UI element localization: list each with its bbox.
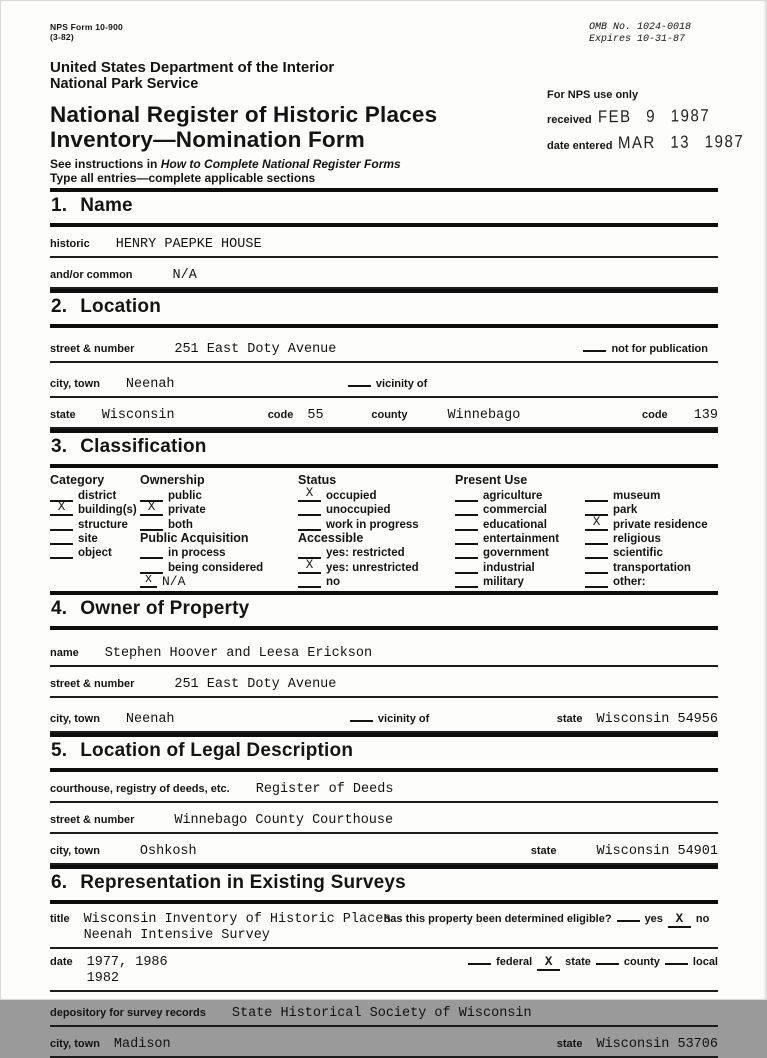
survey-title-label: title [50,913,70,926]
owner-city-value: Neenah [125,712,175,728]
checkbox-work-in-progress: work in progress [298,516,455,530]
checkbox-mark [50,531,73,545]
courthouse-field [50,772,718,803]
survey-title-line2: Neenah Intensive Survey [83,927,270,943]
county-value: Winnebago [447,408,521,423]
checkbox-mark: X [140,502,163,516]
federal-mark [468,951,491,965]
date-entered-label: date entered [547,140,613,152]
city-label: city, town [50,378,100,390]
courthouse-value: Register of Deeds [255,782,394,798]
category-header: Category [50,473,105,487]
common-value: N/A [172,268,197,283]
checkbox-site: site [50,531,140,545]
checkbox-mark [455,545,478,559]
eligibility-question: has this property been determined eligible? [383,913,612,926]
department-title: United States Department of the Interior [50,59,335,76]
no-label: no [695,913,710,926]
checkbox-being-considered: being considered [140,559,298,573]
city-field [50,363,718,398]
owner-vicinity-check [344,708,439,725]
checkbox-entertainment: entertainment [455,531,585,545]
checkbox-no: no [298,574,455,588]
survey-date-label: date [50,956,73,969]
owner-city-field [50,698,718,733]
survey-date-line1: 1977, 1986 [86,955,168,971]
checkbox-buildings: X building(s) [50,502,140,516]
code-label: code [267,409,294,421]
owner-street-label: street & number [50,678,135,691]
form-header-meta [50,22,718,46]
checkbox-mark [50,517,73,531]
survey-city-field [50,1027,718,1058]
state-value: Wisconsin [101,408,175,423]
owner-state-value: Wisconsin 54956 [596,712,718,728]
checkbox-mark [298,502,321,516]
legal-state-value: Wisconsin 54901 [596,844,718,860]
depository-value: State Historical Society of Wisconsin [231,1006,532,1022]
survey-date-field [50,949,718,992]
form-revision: (3-82) [50,32,74,42]
vicinity-label: vicinity of [375,378,428,390]
checkbox-public: public [140,487,298,501]
owner-name-label: name [50,647,79,660]
survey-level-group [463,951,718,971]
state-field [50,398,718,429]
checkbox-private: X private [140,502,298,516]
checkbox-mark [585,531,608,545]
checkbox-unoccupied: unoccupied [298,502,455,516]
checkbox-object: object [50,545,140,559]
historic-value: HENRY PAEPKE HOUSE [115,237,262,252]
checkbox-yes-unrestricted: X yes: unrestricted [298,559,455,573]
checkbox-mark [455,574,478,588]
owner-name-field [50,630,718,667]
instructions-line2: Type all entries—complete applicable sections [50,170,316,185]
agency-title: National Park Service [50,76,199,92]
depository-field [50,992,718,1027]
checkbox-mark: X [585,517,608,531]
not-for-publication-check [577,338,718,355]
checkbox-mark [585,574,608,588]
received-label: received [547,114,592,126]
owner-city-label: city, town [50,713,100,726]
checkbox-scientific: scientific [585,545,718,559]
ownership-column [140,473,298,588]
street-field [50,328,718,363]
owner-street-value: 251 East Doty Avenue [174,677,337,693]
checkbox-other: other: [585,574,718,588]
survey-title-field [50,904,718,949]
checkbox-educational: educational [455,516,585,530]
present-use-header: Present Use [455,473,528,487]
checkbox-mark [455,517,478,531]
form-number-block [50,22,123,42]
legal-state-label: state [530,845,557,858]
checkbox-mark [140,517,163,531]
local-label: local [692,956,718,969]
form-title-line1: National Register of Historic Places [50,102,438,127]
checkbox-mark [298,517,321,531]
not-for-publication-mark [583,338,606,352]
ownership-header: Ownership [140,473,205,487]
common-label: and/or common [50,269,133,281]
checkbox-government: government [455,545,585,559]
street-value: 251 East Doty Avenue [174,342,337,357]
omb-block [547,22,718,46]
street-label: street & number [50,343,135,355]
survey-title-values [83,912,392,943]
legal-street-label: street & number [50,814,135,827]
local-mark [665,951,688,965]
status-column [298,473,455,588]
checkbox-both: both [140,516,298,530]
state-label: state [50,409,76,421]
checkbox-museum: museum [585,487,718,501]
legal-city-value: Oshkosh [139,844,197,860]
checkbox-mark [140,545,163,559]
survey-title-line1: Wisconsin Inventory of Historic Places [83,912,392,928]
checkbox-in-process: in process [140,545,298,559]
state-label: state [565,956,591,969]
nps-use-only-label: For NPS use only [547,89,639,101]
checkbox-agriculture: agriculture [455,487,585,501]
checkbox-commercial: commercial [455,502,585,516]
section-classification [50,429,718,595]
county-code-label: code [642,409,668,421]
status-header: Status [298,473,337,487]
section-name [50,188,718,289]
checkbox-mark: X [50,502,73,516]
received-row [547,106,718,127]
city-value: Neenah [125,377,175,392]
nps-use-block [547,46,745,153]
county-label: county [371,409,408,421]
checkbox-park: park [585,502,718,516]
county-code-value: 139 [693,408,718,423]
vicinity-check [342,373,437,390]
form-number: NPS Form 10-900 [50,22,123,32]
form-header-main [50,46,745,153]
form-title-line2: Inventory—Nomination Form [50,127,366,152]
owner-state-label: state [556,713,583,726]
checkbox-religious: religious [585,531,718,545]
checkbox-occupied: X occupied [298,487,455,501]
state-code-value: 55 [307,408,324,423]
county-label: county [623,956,660,969]
public-acquisition-header: Public Acquisition [140,530,249,545]
vicinity-label: vicinity of [377,713,430,726]
checkbox-mark [298,574,321,588]
omb-expires: Expires 10-31-87 [589,34,686,45]
category-column [50,473,140,588]
owner-street-field [50,667,718,698]
classification-grid [50,468,718,595]
owner-name-value: Stephen Hoover and Leesa Erickson [104,646,373,662]
courthouse-label: courthouse, registry of deeds, etc. [50,783,230,796]
survey-date-line2: 1982 [86,970,120,986]
legal-city-label: city, town [50,845,100,858]
survey-city-label: city, town [50,1038,100,1051]
checkbox-mark: X [298,560,321,574]
not-for-publication-label: not for publication [611,343,708,355]
yes-mark [617,908,640,922]
section-1-heading: 1. Name [50,188,718,227]
checkbox-na: x N/A [140,574,298,588]
state-mark: X [537,957,560,971]
eligibility-group [384,908,710,928]
checkbox-military: military [455,574,585,588]
section-3-heading: 3. Classification [50,429,718,468]
section-2-heading: 2. Location [50,289,718,328]
checkbox-mark [585,545,608,559]
section-owner [50,595,718,733]
checkbox-mark [585,560,608,574]
checkbox-mark [455,488,478,502]
county-mark [596,951,619,965]
survey-city-value: Madison [113,1037,171,1053]
form-title [50,102,547,152]
date-entered-row [547,131,745,153]
accessible-header: Accessible [298,530,364,545]
section-location [50,289,718,429]
checkbox-yes-restricted: yes: restricted [298,545,455,559]
checkbox-mark [455,560,478,574]
date-entered-stamp: MAR 13 1987 [618,131,745,153]
checkbox-private-residence: X private residence [585,516,718,530]
legal-street-value: Winnebago County Courthouse [174,813,394,829]
legal-city-field [50,834,718,865]
checkbox-mark: x [140,574,157,588]
omb-number: OMB No. 1024-0018 [589,22,692,33]
vicinity-mark [348,373,371,387]
checkbox-structure: structure [50,516,140,530]
present-use-column-1 [455,473,585,588]
survey-state-value: Wisconsin 53706 [596,1037,718,1053]
legal-street-field [50,803,718,834]
section-6-heading: 6. Representation in Existing Surveys [50,865,718,904]
section-legal [50,733,718,865]
instructions-line1: See instructions in How to Complete National Register Forms [50,157,401,171]
checkbox-mark: X [298,488,321,502]
checkbox-mark [585,488,608,502]
received-date-stamp: FEB 9 1987 [597,106,710,127]
vicinity-mark [350,708,373,722]
section-5-heading: 5. Location of Legal Description [50,733,718,772]
historic-label: historic [50,238,90,250]
section-surveys [50,865,718,1058]
yes-label: yes [644,913,663,926]
checkbox-mark [455,531,478,545]
historic-name-field [50,227,718,258]
checkbox-district: district [50,487,140,501]
no-mark: X [668,914,691,928]
checkbox-transportation: transportation [585,559,718,573]
federal-label: federal [496,956,533,969]
checkbox-mark [455,502,478,516]
present-use-column-2 [585,473,718,588]
survey-date-values [87,955,397,986]
instructions [50,158,718,185]
checkbox-mark [50,545,73,559]
survey-state-label: state [556,1038,583,1051]
checkbox-industrial: industrial [455,559,585,573]
depository-label: depository for survey records [50,1007,206,1020]
section-4-heading: 4. Owner of Property [50,595,718,630]
common-name-field [50,258,718,289]
